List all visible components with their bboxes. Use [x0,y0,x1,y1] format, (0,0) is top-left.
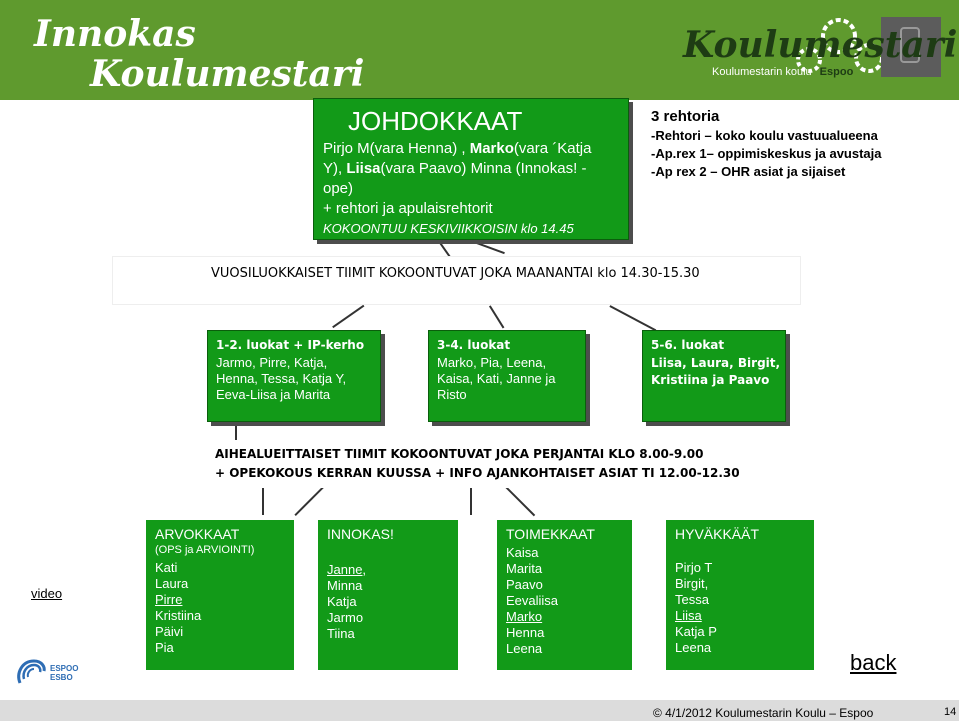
footer-date: © 4/1/2012 Koulumestarin Koulu – Espoo [653,706,874,720]
footer-bar [0,700,959,721]
grade-team-members: Jarmo, Pirre, Katja, [216,355,328,370]
grade-team-title: 5-6. luokat [651,338,725,352]
grade-team-title: 1-2. luokat + IP-kerho [216,338,365,352]
grade-team-title: 3-4. luokat [437,338,511,352]
connector-line [470,485,472,515]
logo-subtitle: Koulumestarin koulu Espoo [712,66,854,78]
team-innokas [318,520,458,670]
grade-team-1-2 [207,330,381,422]
rehtorit-line: -Rehtori – koko koulu vastuualueena [651,128,878,143]
grade-team-5-6 [642,330,786,422]
team-hyvakkaat [666,520,814,670]
logo-text: Koulumestari [683,24,958,66]
aihealue-line: + OPEKOKOUS KERRAN KUUSSA + INFO AJANKOHTAISET ASIAT TI 12.00-12.30 [215,466,740,480]
video-link[interactable]: video [31,586,63,601]
grade-team-members: Kristiina ja Paavo [651,373,770,387]
rehtorit-title: 3 rehtoria [651,108,720,125]
aihealue-line: AIHEALUEITTAISET TIIMIT KOKOONTUVAT JOKA PERJANTAI KLO 8.00-9.00 [215,447,704,461]
grade-team-3-4 [428,330,586,422]
team-member: Marita [506,561,543,576]
grade-team-members: Henna, Tessa, Katja Y, [216,371,347,386]
team-member: Paavo [506,577,543,592]
team-member: Liisa [675,608,702,623]
rehtorit-box [640,100,959,250]
team-member: Leena [675,640,712,655]
title-line-koulumestari: Koulumestari [90,53,365,95]
team-toimekkaat [497,520,632,670]
team-member: Minna [327,578,363,593]
connector-line [262,485,264,515]
team-member: Päivi [155,624,184,639]
johdokkaat-box [313,98,629,240]
team-member: Tessa [675,592,709,607]
johdokkaat-body: Pirjo M(vara Henna) , Marko(vara ´Katja Y), Liisa(vara Paavo) Minna (Innokas! - ope) + rehtori ja apulaisrehtorit KOKOONTUU KESKIVIIKKOISIN klo 14.45 [323,140,592,236]
team-member: Birgit, [675,576,709,591]
page-number: 14 [944,706,957,718]
rehtorit-line: -Ap rex 2 – OHR asiat ja sijaiset [651,164,846,179]
team-member: Eevaliisa [506,593,559,608]
team-member: Kaisa [506,545,539,560]
header-title [34,14,364,94]
team-subtitle: (OPS ja ARVIOINTI) [155,544,255,556]
team-member: Henna [506,625,545,640]
title-line-innokas: Innokas [34,13,196,55]
team-member: Pirre [155,592,183,607]
johdokkaat-title: JOHDOKKAAT [348,106,523,136]
team-member: Kati [155,560,178,575]
team-member: Pirjo T [675,560,713,575]
team-member: Pia [155,640,174,655]
team-member: Leena [506,641,543,656]
team-member: Katja [327,594,357,609]
aihealue-banner [200,440,800,488]
team-title: INNOKAS! [327,526,394,542]
team-title: ARVOKKAAT [155,526,240,542]
rehtorit-line: -Ap.rex 1– oppimiskeskus ja avustaja [651,146,882,161]
vuosiluokka-banner-text: VUOSILUOKKAISET TIIMIT KOKOONTUVAT JOKA MAANANTAI klo 14.30-15.30 [211,266,700,281]
espoo-emblem-icon [14,655,48,689]
team-member: Tiina [327,626,355,641]
team-member: Laura [155,576,189,591]
back-link[interactable]: back [850,650,897,675]
grade-team-members: Marko, Pia, Leena, [437,355,547,370]
grade-team-members: Liisa, Laura, Birgit, [651,356,781,370]
team-title: HYVÄKKÄÄT [675,526,760,542]
team-member: Janne, [327,562,367,577]
team-member: Marko [506,609,543,624]
grade-team-members: Eeva-Liisa ja Marita [216,387,331,402]
grade-team-members: Risto [437,387,467,402]
team-title: TOIMEKKAAT [506,526,595,542]
team-member: Kristiina [155,608,202,623]
team-arvokkaat [146,520,294,670]
vuosiluokka-banner [113,257,800,304]
team-member: Jarmo [327,610,364,625]
grade-team-members: Kaisa, Kati, Janne ja [437,371,556,386]
espoo-logo: ESPOO ESBO [14,655,84,689]
team-member: Katja P [675,624,717,639]
